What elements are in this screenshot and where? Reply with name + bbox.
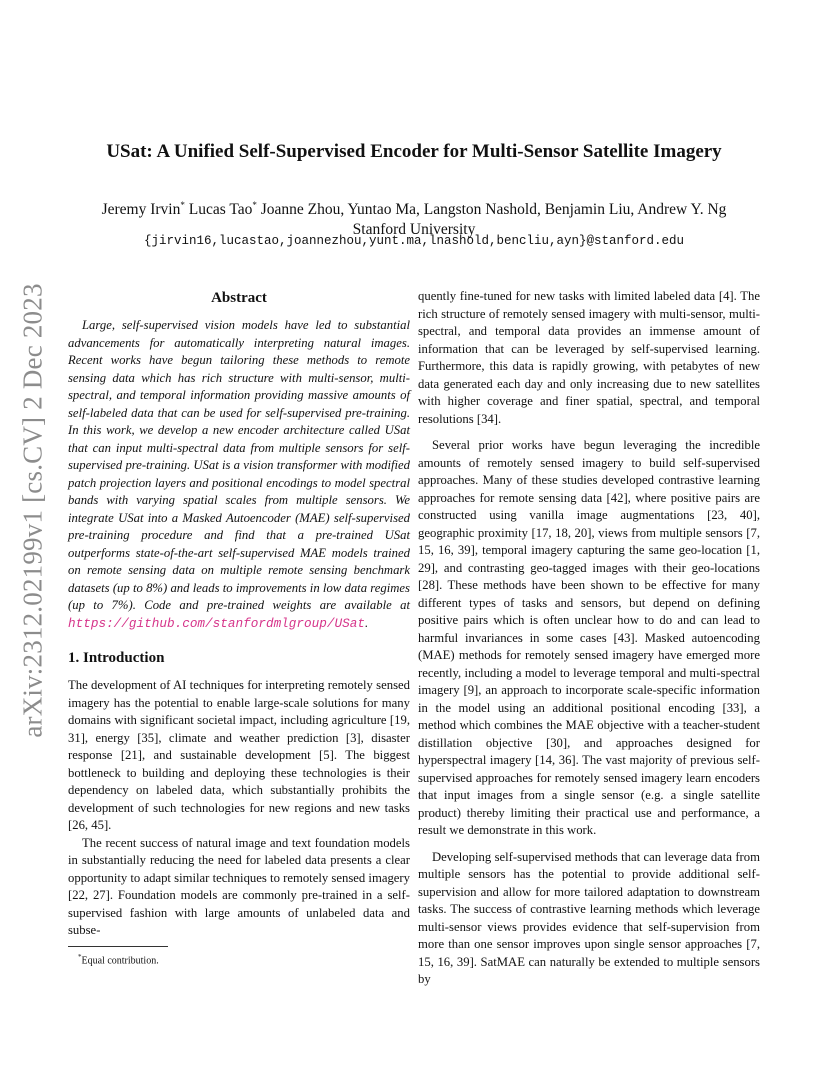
abstract-text [68,317,410,632]
author-second: Lucas Tao [184,201,253,219]
author-list [60,195,768,220]
paper-title: USat: A Unified Self-Supervised Encoder for Multi-Sensor Satellite Imagery [106,141,722,162]
left-column [68,288,410,940]
abstract-end: . [364,615,369,630]
intro-paragraph-2: The recent success of natural image and text foundation models in substantially reducing the need for labeled data presents a clear opportunity to adapt similar techniques to remotely sensed imagery [22, 27]. Foundation models are commonly pre-trained in a self-supervised fashion with large amounts of unlabeled data and subse- [68,835,410,937]
author-emails: {jirvin16,lucastao,joannezhou,yunt.ma,lnashold,bencliu,ayn}@stanford.edu [143,234,685,248]
arxiv-identifier: arXiv:2312.02199v1 [cs.CV] 2 Dec 2023 [17,282,48,738]
author-others: Joanne Zhou, Yuntao Ma, Langston Nashold, Benjamin Liu, Andrew Y. Ng [256,201,727,219]
intro-paragraph-5: Developing self-supervised methods that can leverage data from multiple sensors has the potential to provide additional self-supervision and allow for more tailored adaptation to downstream tasks. The success of contrastive learning methods which leverage multi-sensor views provides evidence that self-supervision from more than one sensor improves upon single sensor approaches [7, 15, 16, 39]. SatMAE can naturally be extended to multiple sensors by [418,849,760,986]
arxiv-sidebar [15,282,51,738]
introduction-heading: 1. Introduction [68,650,165,666]
footnote-text: Equal contribution. [81,955,159,967]
author-first: Jeremy Irvin [101,201,181,219]
intro-paragraph-1: The development of AI techniques for interpreting remotely sensed imagery has the potential to enable large-scale solutions for many domains with significant societal impact, including agriculture [19, 31], energy [35], climate and weather prediction [3], disaster response [21], and sustainable development [5]. The biggest bottleneck to building and deploying these technologies is their dependency on labeled data, which substantially prohibits the development of such technologies for new regions and new tasks [26, 45]. [68,678,410,832]
equal-contribution-mark: * [180,200,185,210]
abstract-body: Large, self-supervised vision models have led to substantial advancements for automatically interpreting natural images. Recent works have begun tailoring these methods to remote sensing data which has rich structure with multi-sensor, multi-spectral, and temporal information providing massive amounts of self-labeled data that can be used for self-supervised pre-training. In this work, we develop a new encoder architecture called USat that can input multi-spectral data from multiple sensors for self-supervised pre-training. USat is a vision transformer with modified patch projection layers and positional encodings to model spectral bands with varying spatial scales from multiple sensors. We integrate USat into a Masked Autoencoder (MAE) self-supervised pre-training procedure and find that a pre-trained USat outperforms state-of-the-art self-supervised MAE models trained on remote sensing data on multiple remote sensing benchmark datasets (up to 8%) and leads to improvements in low data regimes (up to 7%). Code and pre-trained weights are available at [68,318,410,612]
footnote-mark: * [78,953,82,961]
abstract-heading: Abstract [211,290,267,306]
footnote [78,953,159,966]
affiliation: Stanford University [352,221,476,239]
equal-contribution-mark: * [252,200,257,210]
right-column [418,288,760,989]
code-link[interactable]: https://github.com/stanfordmlgroup/USat [68,615,365,631]
intro-paragraph-3: quently fine-tuned for new tasks with limited labeled data [4]. The rich structure of remotely sensed imagery with multi-sensor, multi-spectral, and temporal data provides an immense amount of information that can be leveraged by self-supervised learning. Furthermore, this data is rapidly growing, with petabytes of new data generated each day and only increasing due to new satellites with higher coverage and finer spatial, spectral, and temporal resolutions [34]. [418,289,760,426]
footnote-divider [68,946,168,947]
intro-paragraph-4: Several prior works have begun leveraging the incredible amounts of remotely sensed imagery to build self-supervised approaches. Many of these studies developed contrastive learning approaches for remote sensing data [42], where positive pairs are constructed using vanilla image augmentations [23, 40], geographic proximity [17, 18, 20], views from multiple sensors [7, 15, 16, 39], temporal imagery capturing the same geo-location [1, 29], and contrasting geo-tagged images with their geo-locations [28]. These methods have been shown to be effective for many different types of tasks and sensors, but depend on defining positive pairs which is often unclear how to do and can lead to harmful invariances in some cases [43]. Masked autoencoding (MAE) methods for remotely sensed imagery have emerged more recently, including a model to leverage temporal and multi-spectral imagery [9], an approach to incorporate scale-specific information in the model using an additional positional encoding [33], a method which combines the MAE objective with a teacher-student distillation objective [30], and approaches designed for hyperspectral imagery [14, 36]. The vast majority of previous self-supervised approaches for remotely sensed imagery learn encoders that input images from a single sensor (e.g. a single satellite product) thereby limiting their practical use and performance, a result we demonstrate in this work. [418,438,760,837]
